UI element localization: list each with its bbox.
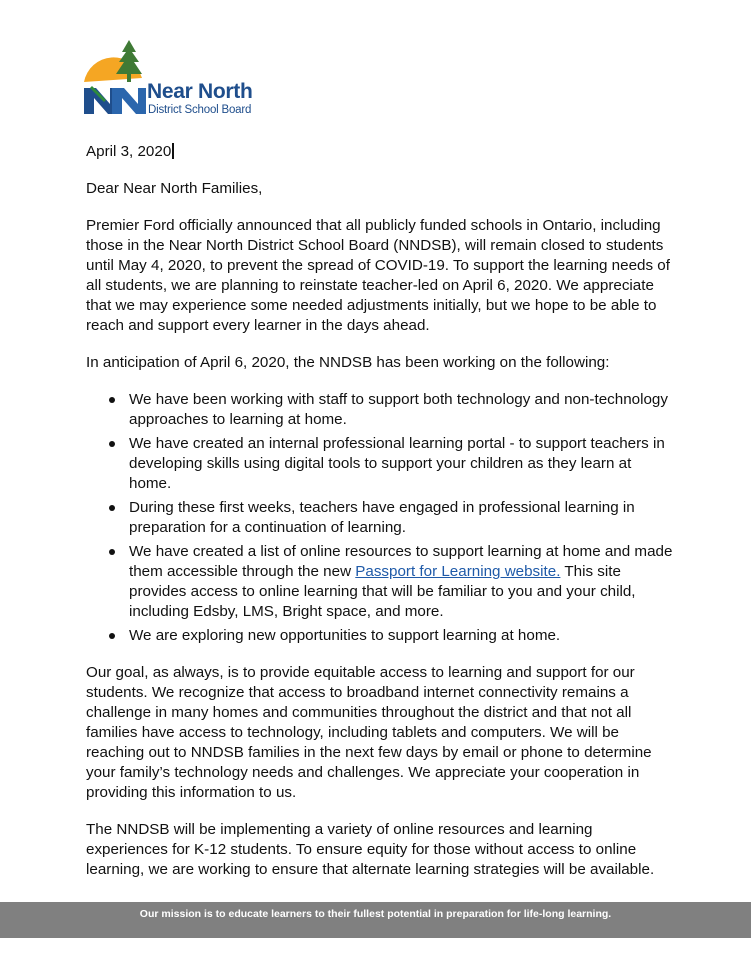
passport-for-learning-link[interactable]: Passport for Learning website. bbox=[355, 563, 561, 580]
list-item: We have created an internal professional learning portal - to support teachers in developing skills using digital tools to support your children as they learn at home. bbox=[129, 434, 676, 494]
date-text: April 3, 2020 bbox=[86, 143, 172, 160]
list-item bbox=[129, 542, 676, 622]
school-board-logo bbox=[82, 38, 262, 118]
letter-date bbox=[86, 142, 676, 162]
logo-mark-icon bbox=[82, 38, 148, 118]
paragraph-intro: In anticipation of April 6, 2020, the NNDSB has been working on the following: bbox=[86, 354, 610, 371]
list-item: We are exploring new opportunities to support learning at home. bbox=[129, 626, 676, 646]
mission-footer bbox=[0, 902, 751, 938]
paragraph-equitable-access: Our goal, as always, is to provide equitable access to learning and support for our students. We recognize that access to broadband internet connectivity remains a challenge in many homes and communities throughout the district and that not all families have access to technology, including tablets and computers. We will be reaching out to NNDSB families in the next few days by email or phone to determine your family’s technology needs and challenges. We appreciate your cooperation in providing this information to us. bbox=[86, 664, 652, 801]
mission-statement: Our mission is to educate learners to their fullest potential in preparation for life-long learning. bbox=[139, 908, 612, 920]
logo-subtitle: District School Board bbox=[148, 104, 252, 116]
salutation: Dear Near North Families, bbox=[86, 180, 263, 197]
letter-body bbox=[86, 142, 676, 897]
logo-name: Near North bbox=[147, 80, 253, 103]
bullet4-text-before: We have created a list of online resources to support learning at home and made them accessible through the new bbox=[129, 543, 673, 580]
paragraph-closure-announcement: Premier Ford officially announced that all publicly funded schools in Ontario, including those in the Near North District School Board (NNDSB), will remain closed to students until May 4, 2020, to prevent the spread of COVID-19. To support the learning needs of all students, we are planning to reinstate teacher-led on April 6, 2020. We appreciate that we may experience some needed adjustments initially, but we hope to be able to reach and support every learner in the days ahead. bbox=[86, 217, 670, 334]
text-cursor bbox=[172, 143, 174, 159]
list-item: During these first weeks, teachers have engaged in professional learning in preparation for a continuation of learning. bbox=[129, 498, 676, 538]
bullet4-text-after: This site provides access to online learning that will be familiar to you and your child, including Edsby, LMS, Bright space, and more. bbox=[129, 563, 636, 620]
bullet-list bbox=[86, 390, 676, 646]
list-item: We have been working with staff to support both technology and non-technology approaches to learning at home. bbox=[129, 390, 676, 430]
paragraph-implementation: The NNDSB will be implementing a variety of online resources and learning experiences for K-12 students. To ensure equity for those without access to online learning, we are working to ensure that alternate learning strategies will be available. bbox=[86, 821, 655, 878]
